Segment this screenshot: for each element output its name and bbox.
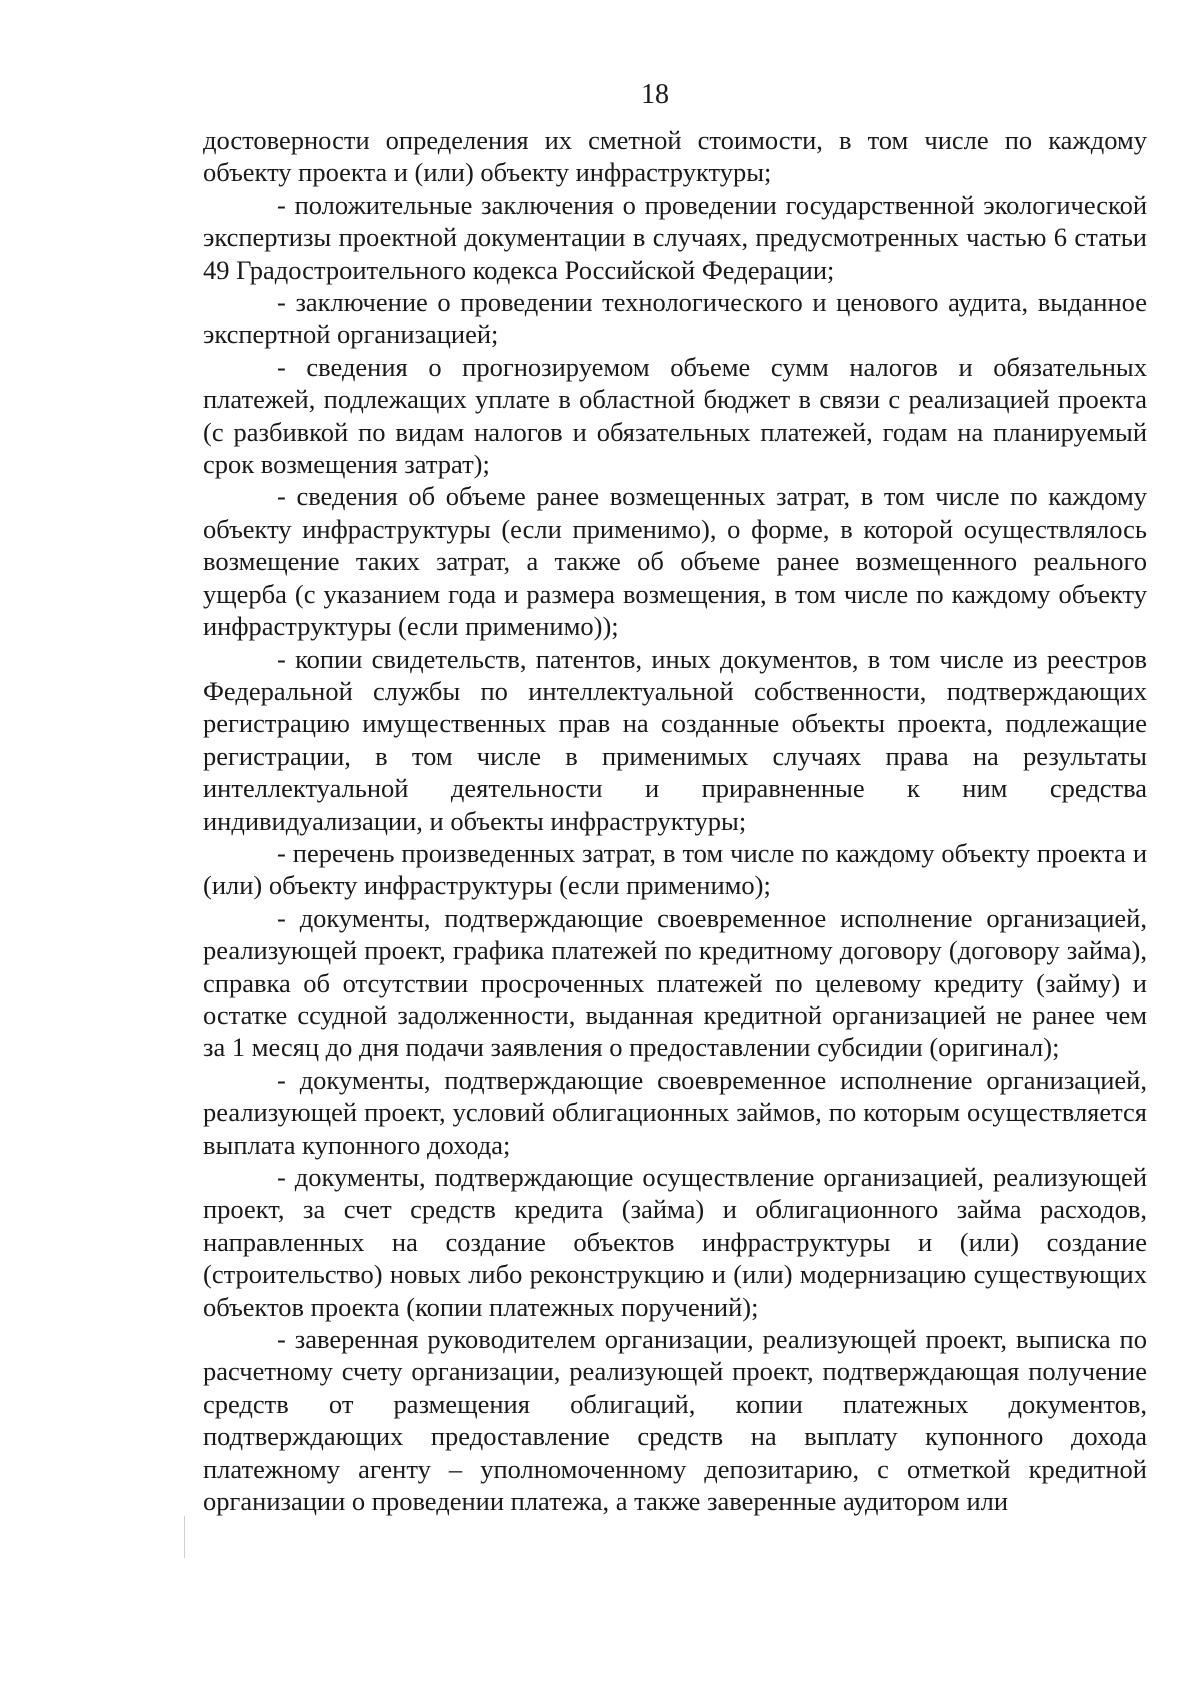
list-item-expenses-confirmation: - документы, подтверждающие осуществление организацией, реализующей проект, за счет средств кредита (займа) и облигационного займа расходов, направленных на создание объектов инфраструктуры и (или) создание (строительство) новых либо реконструкцию и (или) модернизацию существующих объектов проекта (копии платежных поручений); [203, 1162, 1147, 1322]
list-item-costs-list: - перечень произведенных затрат, в том числе по каждому объекту проекта и (или) объекту инфраструктуры (если применимо); [203, 837, 1147, 901]
list-item-certificates-patents: - копии свидетельств, патентов, иных документов, в том числе из реестров Федеральной службы по интеллектуальной собственности, подтверждающих регистрацию имущественных прав на созданные объекты проекта, подлежащие регистрации, в том числе в применимых случаях права на результаты интеллектуальной деятельности и приравненные к ним средства индивидуализации, и объекты инфраструктуры; [203, 643, 1147, 836]
scan-margin-mark [184, 1516, 185, 1558]
list-item-ecological-expertise: - положительные заключения о проведении государственной экологической экспертизы проектной документации в случаях, предусмотренных частью 6 статьи 49 Градостроительного кодекса Российской Федерации; [203, 189, 1147, 285]
document-body [203, 124, 1147, 1517]
paragraph-continuation: достоверности определения их сметной стоимости, в том числе по каждому объекту проекта и (или) объекту инфраструктуры; [203, 125, 1147, 188]
list-item-credit-payments: - документы, подтверждающие своевременное исполнение организацией, реализующей проект, графика платежей по кредитному договору (договору займа), справка об отсутствии просроченных платежей по целевому кредиту (займу) и остатке ссудной задолженности, выданная кредитной организацией не ранее чем за 1 месяц до дня подачи заявления о предоставлении субсидии (оригинал); [203, 902, 1147, 1063]
page-number: 18 [641, 79, 669, 110]
list-item-audit-conclusion: - заключение о проведении технологического и ценового аудита, выданное экспертной организацией; [203, 287, 1147, 350]
list-item-previous-reimbursement: - сведения об объеме ранее возмещенных затрат, в том числе по каждому объекту инфраструктуры (если применимо), о форме, в которой осуществлялось возмещение таких затрат, а также об объеме ранее возмещенного реального ущерба (с указанием года и размера возмещения, в том числе по каждому объекту инфраструктуры (если применимо)); [203, 481, 1147, 642]
list-item-bond-conditions: - документы, подтверждающие своевременное исполнение организацией, реализующей проект, условий облигационных займов, по которым осуществляется выплата купонного дохода; [203, 1064, 1147, 1160]
list-item-tax-forecast: - сведения о прогнозируемом объеме сумм налогов и обязательных платежей, подлежащих уплате в областной бюджет в связи с реализацией проекта (с разбивкой по видам налогов и обязательных платежей, годам на планируемый срок возмещения затрат); [203, 351, 1147, 480]
list-item-account-statement: - заверенная руководителем организации, реализующей проект, выписка по расчетному счету организации, реализующей проект, подтверждающая получение средств от размещения облигаций, копии платежных документов, подтверждающих предоставление средств на выплату купонного дохода платежному агенту – уполномоченному депозитарию, с отметкой кредитной организации о проведении платежа, а также заверенные аудитором или [203, 1324, 1147, 1517]
